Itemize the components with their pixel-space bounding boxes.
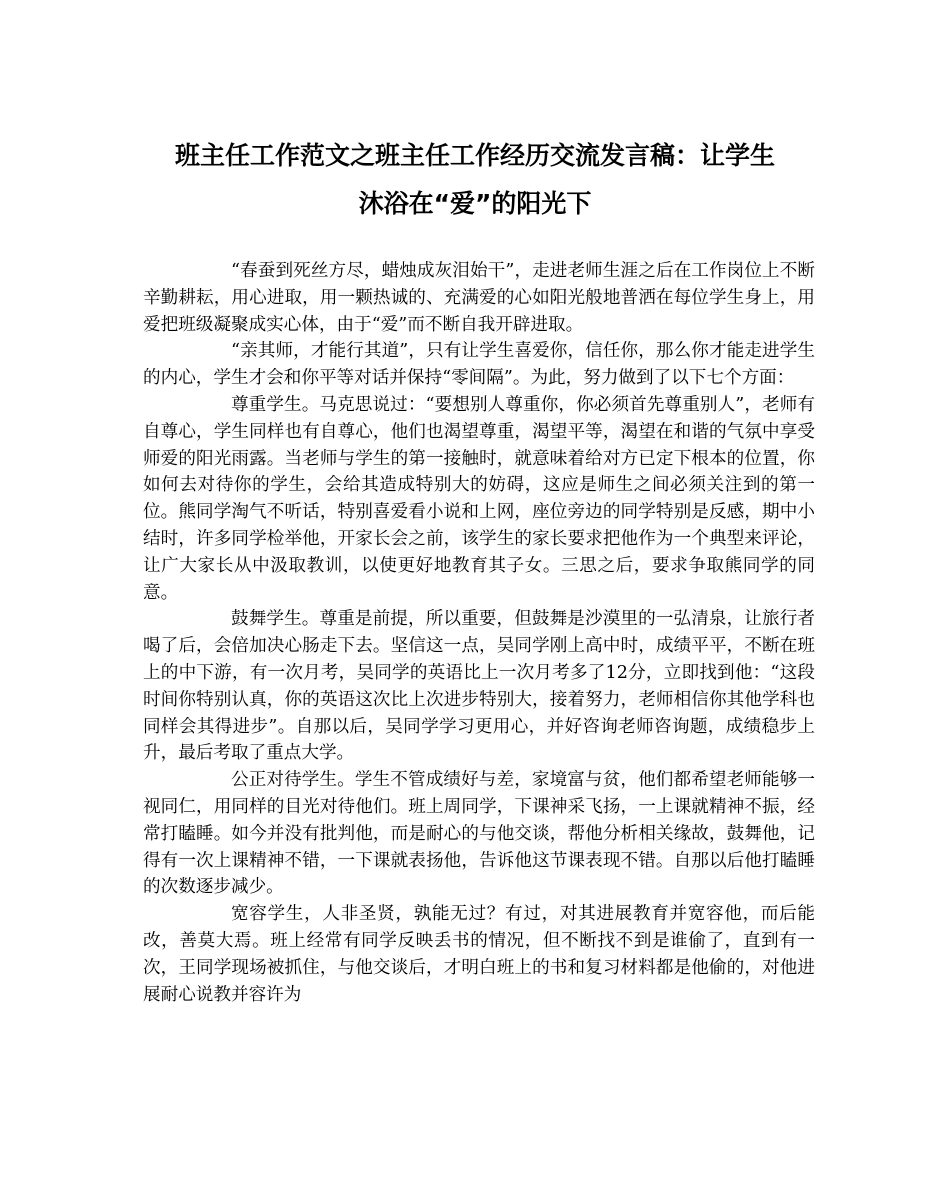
paragraph-intro: “春蚕到死丝方尽，蜡烛成灰泪始干”，走进老师生涯之后在工作岗位上不断辛勤耕耘，用心进取，用一颗热诚的、充满爱的心如阳光般地普洒在每位学生身上，用爱把班级凝聚成实心体，由于“爱”而不断自我开辟进取。 [143,261,815,335]
paragraph-tolerate-students: 宽容学生，人非圣贤，孰能无过？有过，对其进展教育并宽容他，而后能改，善莫大焉。班上经常有同学反映丢书的情况，但不断找不到是谁偷了，直到有一次，王同学现场被抓住，与他交谈后，才明白班上的书和复习材料都是他偷的，对他进展耐心说教并容许为 [143,904,815,1005]
document-title-line-1: 班主任工作范文之班主任工作经历交流发言稿：让学生 [174,141,775,170]
document-title-line-2: 沐浴在“爱”的阳光下 [358,189,592,218]
paragraph-respect-students: 尊重学生。马克思说过：“要想别人尊重你，你必须首先尊重别人”，老师有自尊心，学生同样也有自尊心，他们也渴望尊重，渴望平等，渴望在和谐的气氛中享受师爱的阳光雨露。当老师与学生的第一接触时，就意味着给对方已定下根本的位置，你如何去对待你的学生，会给其造成特别大的妨碍，这应是师生之间必须关注到的第一位。熊同学淘气不听话，特别喜爱看小说和上网，座位旁边的同学特别是反感，期中小结时，许多同学检举他，开家长会之前，该学生的家长要求把他作为一个典型来评论，让广大家长从中汲取教训，以使更好地教育其子女。三思之后，要求争取熊同学的同意。 [143,394,815,603]
paragraph-qin-qi-shi: “亲其师，才能行其道”，只有让学生喜爱你，信任你，那么你才能走进学生的内心，学生才会和你平等对话并保持“零间隔”。为此，努力做到了以下七个方面： [143,341,815,389]
paragraph-encourage-students: 鼓舞学生。尊重是前提，所以重要，但鼓舞是沙漠里的一弘清泉，让旅行者喝了后，会倍加决心肠走下去。坚信这一点，吴同学刚上高中时，成绩平平，不断在班上的中下游，有一次月考，吴同学的英语比上一次月考多了12分，立即找到他：“这段时间你特别认真，你的英语这次比上次进步特别大，接着努力，老师相信你其他学科也同样会其得进步”。自那以后，吴同学学习更用心，并好咨询老师咨询题，成绩稳步上升，最后考取了重点大学。 [143,609,815,764]
paragraph-fair-treatment: 公正对待学生。学生不管成绩好与差，家境富与贫，他们都希望老师能够一视同仁，用同样的目光对待他们。班上周同学，下课神采飞扬，一上课就精神不振，经常打瞌睡。如今并没有批判他，而是耐心的与他交谈，帮他分析相关缘故，鼓舞他，记得有一次上课精神不错，一下课就表扬他，告诉他这节课表现不错。自那以后他打瞌睡的次数逐步减少。 [143,770,815,898]
document-body [143,258,815,1008]
